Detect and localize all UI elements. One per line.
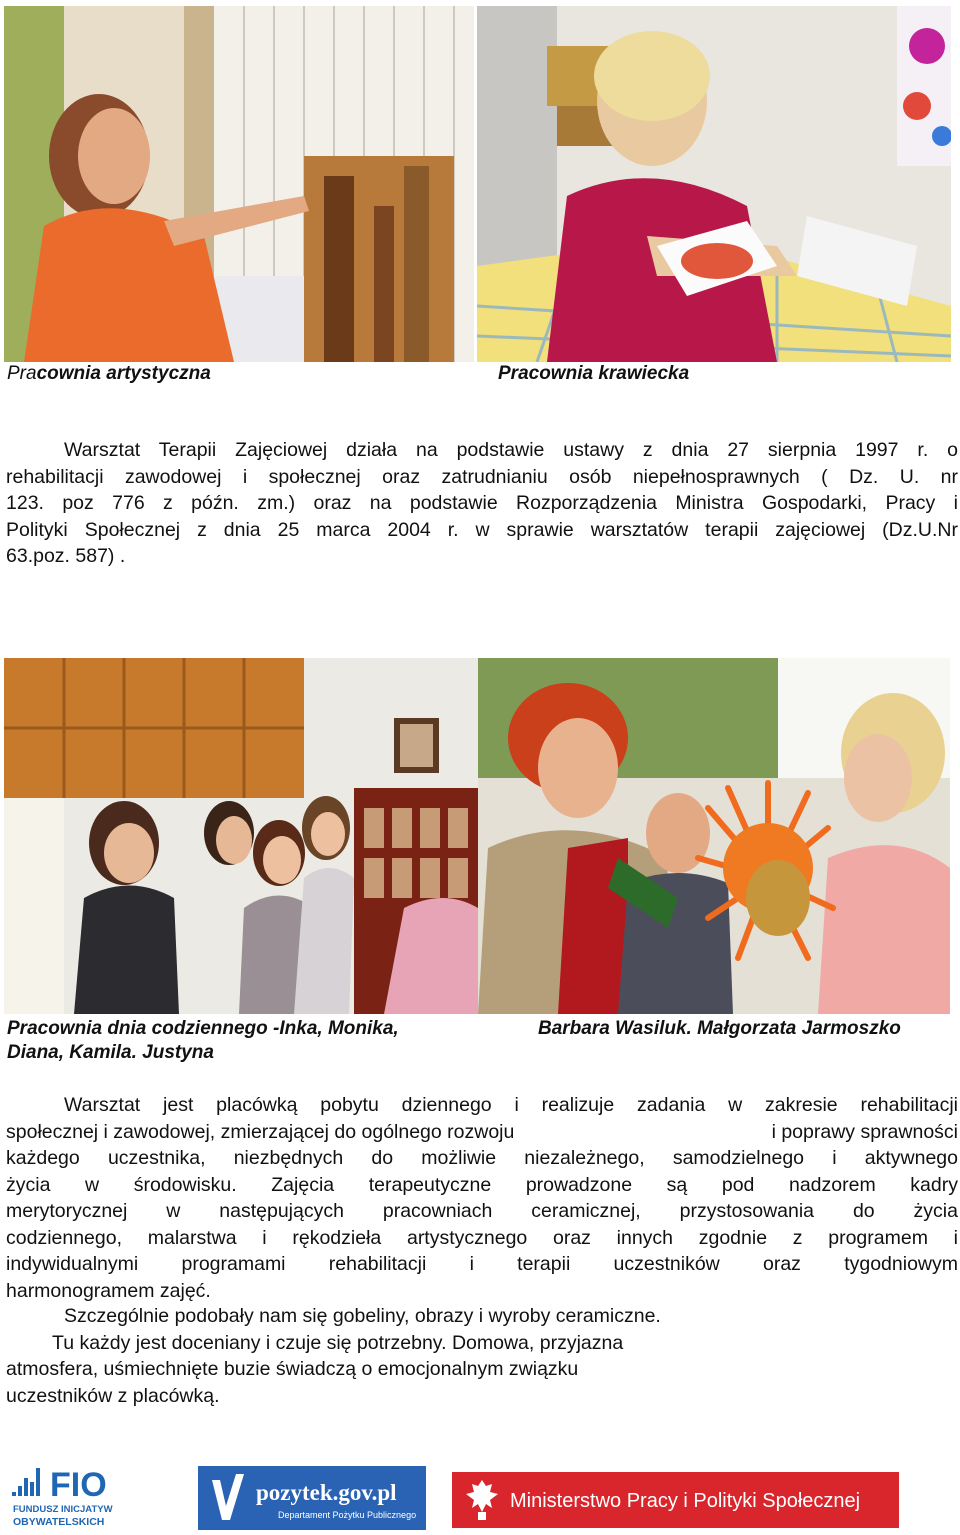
ministry-logo[interactable] [452,1472,899,1528]
paragraph-line [6,1092,958,1119]
paragraph-impressions: Szczególnie podobały nam się gobeliny, obrazy i wyroby ceramiczne. [64,1305,661,1327]
photo-puppet-presentation [478,658,950,1014]
paragraph-line: 63.poz. 587) . [6,545,126,567]
pozytek-logo-subtitle: Departament Pożytku Publicznego [278,1510,417,1520]
paragraph-line: codziennego, malarstwa i rękodzieła artystycznego oraz innych zgodnie z programem i [6,1226,958,1249]
paragraph-legal-basis [6,437,958,570]
paragraph-line-text: Warsztat jest placówką pobytu dziennego i realizuje zadania w zakresie rehabilitacji [64,1094,958,1116]
ministry-logo-title: Ministerstwo Pracy i Polityki Społecznej [510,1490,861,1512]
fio-logo[interactable] [10,1462,135,1530]
paragraph-line: indywidualnymi programami rehabilitacji i terapii uczestników oraz tygodniowym [6,1253,958,1275]
pozytek-logo-graphic [198,1466,426,1530]
paragraph-line: Polityki Społecznej z dnia 25 marca 2004 r. w sprawie warsztatów terapii zajęciowej (Dz.U.Nr [6,518,958,541]
fio-logo-graphic [10,1462,135,1530]
paragraph-line [6,437,958,464]
paragraph-line: życia w środowisku. Zajęcia terapeutyczne prowadzone są pod nadzorem kadry [6,1173,958,1196]
caption-art-rest: cownia artystyczna [36,363,211,384]
paragraph-line: każdego uczestnika, niezbędnych do możliwie niezależnego, samodzielnego i aktywnego [6,1147,958,1169]
photo-sewing-workshop [477,6,951,362]
fio-logo-title: FIO [50,1466,107,1504]
caption-art-prefix: Pra [7,363,37,384]
paragraph-line-text: i poprawy sprawności [771,1120,958,1143]
photo-daily-living-workshop [4,658,478,1014]
paragraph-workshop-description [6,1092,958,1304]
paragraph-line-text: Warsztat Terapii Zajęciowej działa na podstawie ustawy z dnia 27 sierpnia 1997 r. o [64,439,958,461]
caption-puppet-presentation: Barbara Wasiluk. Małgorzata Jarmoszko [538,1018,901,1039]
paragraph-line: harmonogramem zajęć. [6,1279,211,1302]
paragraph-line: 123. poz 776 z późn. zm.) oraz na podstawie Rozporządzenia Ministra Gospodarki, Pracy i [6,492,958,514]
paragraph-line-text: społecznej i zawodowej, zmierzającej do ogólnego rozwoju [6,1120,515,1143]
ministry-logo-graphic [452,1472,899,1528]
photo-art-workshop [4,6,474,362]
pozytek-gov-logo[interactable] [198,1466,426,1530]
paragraph-atmosphere-line1: Tu każdy jest doceniany i czuje się potrzebny. Domowa, przyjazna [52,1332,624,1354]
caption-daily-living-line2: Diana, Kamila. Justyna [7,1042,214,1063]
paragraph-atmosphere-line3: uczestników z placówką. [6,1385,220,1407]
paragraph-line: merytorycznej w następujących pracowniach ceramicznej, przystosowania do życia [6,1200,958,1222]
caption-daily-living-line1: Pracownia dnia codziennego -Inka, Monika, [7,1018,399,1039]
fio-logo-subtitle-1: FUNDUSZ INICJATYW [13,1504,113,1515]
eagle-emblem-icon [466,1480,498,1520]
paragraph-line [6,1119,958,1146]
fio-logo-subtitle-2: OBYWATELSKICH [13,1516,105,1528]
paragraph-atmosphere-line2: atmosfera, uśmiechnięte buzie świadczą o emocjonalnym związku [6,1358,579,1380]
paragraph-line: rehabilitacji zawodowej i społecznej oraz zatrudnianiu osób niepełnosprawnych ( Dz. U. nr [6,465,958,488]
pozytek-logo-title: pozytek.gov.pl [256,1480,397,1505]
caption-sewing-workshop: Pracownia krawiecka [498,363,690,384]
caption-art-workshop [7,362,211,386]
